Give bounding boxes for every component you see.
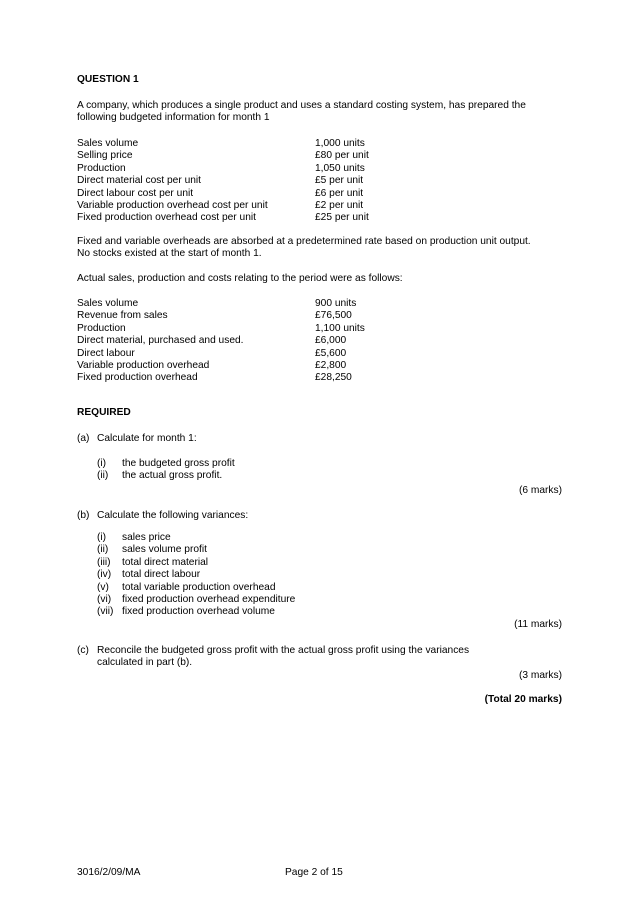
row-value: £6,000: [315, 335, 347, 347]
part-a-label: (a): [77, 433, 90, 444]
total-marks: (Total 20 marks): [484, 694, 562, 705]
row-value: 900 units: [315, 298, 357, 309]
row-value: £5,600: [315, 347, 347, 359]
part-c-label: (c): [77, 645, 89, 656]
row-value: £25 per unit: [315, 212, 369, 224]
intro-line-1: A company, which produces a single product and uses a standard costing system, has prepared the: [77, 100, 526, 111]
row-value: £2 per unit: [315, 199, 364, 211]
row-value: 1,100 units: [315, 322, 365, 334]
list-item-number: (i): [97, 458, 107, 469]
list-item-number: (vii): [97, 606, 114, 618]
required-heading: REQUIRED: [77, 407, 131, 418]
list-item-text: fixed production overhead expenditure: [122, 593, 296, 605]
part-c-marks: (3 marks): [518, 670, 562, 681]
row-value: 1,000 units: [315, 138, 365, 149]
question-title: QUESTION 1: [77, 74, 139, 85]
list-item-text: fixed production overhead volume: [122, 606, 275, 618]
row-label: Production: [77, 322, 126, 334]
row-value: £28,250: [315, 372, 352, 384]
row-label: Revenue from sales: [77, 310, 168, 322]
list-item-text: total variable production overhead: [122, 581, 276, 593]
part-b-marks: (11 marks): [514, 619, 562, 630]
part-b-label: (b): [77, 510, 90, 521]
list-item-number: (i): [97, 532, 107, 543]
footer-code: 3016/2/09/MA: [77, 867, 141, 878]
row-label: Variable production overhead: [77, 359, 210, 371]
row-label: Direct material cost per unit: [77, 175, 201, 187]
part-a-marks: (6 marks): [518, 485, 562, 496]
part-c-text-2: calculated in part (b).: [97, 657, 193, 668]
list-item-number: (iv): [97, 569, 112, 581]
list-item-number: (iii): [97, 556, 111, 568]
list-item-number: (v): [97, 581, 109, 593]
row-label: Direct material, purchased and used.: [77, 335, 244, 347]
row-label: Fixed production overhead: [77, 372, 198, 384]
row-label: Selling price: [77, 150, 133, 162]
list-item-text: sales volume profit: [122, 544, 207, 556]
row-label: Sales volume: [77, 298, 139, 309]
list-item-text: total direct material: [122, 556, 209, 568]
part-c-text-1: Reconcile the budgeted gross profit with the actual gross profit using the variances: [97, 645, 470, 656]
part-b-text: Calculate the following variances:: [97, 510, 249, 521]
row-label: Direct labour: [77, 347, 135, 359]
list-item-text: the budgeted gross profit: [122, 458, 235, 469]
row-value: 1,050 units: [315, 162, 365, 174]
actual-intro: Actual sales, production and costs relating to the period were as follows:: [77, 273, 403, 284]
row-label: Sales volume: [77, 138, 139, 149]
footer-page-number: Page 2 of 15: [285, 867, 343, 878]
row-value: £5 per unit: [315, 175, 364, 187]
list-item-text: total direct labour: [122, 569, 201, 581]
list-item-text: sales price: [122, 532, 171, 543]
row-value: £80 per unit: [315, 150, 369, 162]
overheads-line-1: Fixed and variable overheads are absorbed at a predetermined rate based on production unit output.: [77, 236, 531, 247]
row-label: Direct labour cost per unit: [77, 187, 194, 199]
list-item-text: the actual gross profit.: [122, 470, 223, 482]
row-value: £76,500: [315, 310, 352, 322]
intro-line-2: following budgeted information for month 1: [77, 112, 270, 123]
row-value: £2,800: [315, 359, 347, 371]
part-a-text: Calculate for month 1:: [97, 433, 197, 444]
row-value: £6 per unit: [315, 187, 364, 199]
list-item-number: (ii): [97, 470, 109, 482]
row-label: Variable production overhead cost per unit: [77, 199, 268, 211]
list-item-number: (vi): [97, 593, 112, 605]
overheads-line-2: No stocks existed at the start of month 1.: [77, 248, 262, 259]
row-label: Fixed production overhead cost per unit: [77, 212, 256, 224]
list-item-number: (ii): [97, 544, 109, 556]
row-label: Production: [77, 162, 126, 174]
